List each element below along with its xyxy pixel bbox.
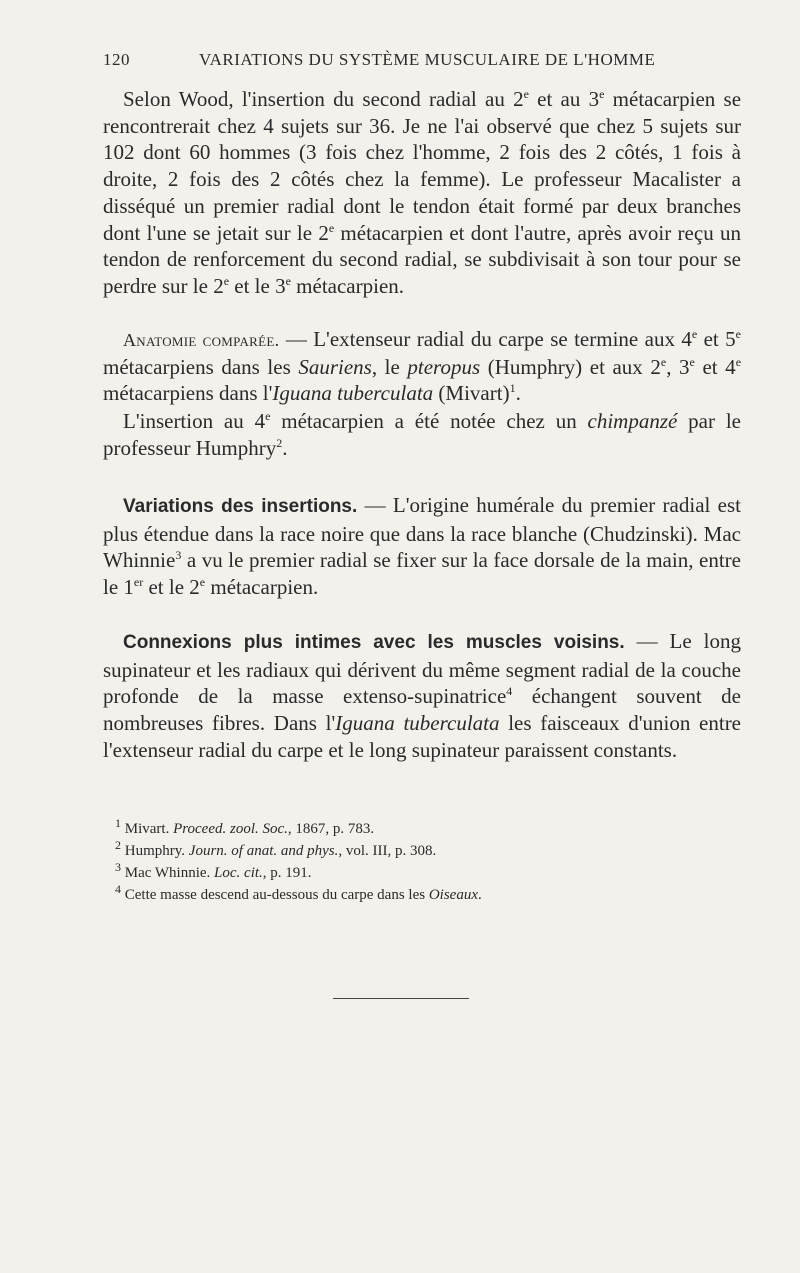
text-fragment: par le professeur Humphry [103,409,741,460]
text-fragment: et le 2 [143,575,200,600]
text-fragment: . [282,435,288,460]
running-title: VARIATIONS DU SYSTÈME MUSCULAIRE DE L'HOMME [199,50,656,69]
italic-term: Sauriens [298,354,372,379]
footnote-ref[interactable]: 3 [175,548,182,563]
text-fragment: (Humphry) et aux 2 [480,354,661,379]
text-fragment: et 5 [697,327,736,351]
superscript: e [735,354,742,369]
text-fragment: (Mivart) [433,381,510,406]
text-fragment: et 4 [694,354,736,379]
superscript: e [660,354,667,369]
footnote-mark: 3 [115,860,121,874]
paragraph-wood-text: Selon Wood, l'insertion du second radial au 2e et au 3e métacarpien se rencontrerait chez 4 sujets sur 36. Je ne l'ai observé que chez 5 sujets sur 102 dont 60 hommes (3 fois chez l'homme, 2 fois des 2 côtés, 1 fois à droite, 2 fois des 2 côtés chez la femme). Le professeur Macalister a disséqué un premier radial dont le tendon était formé par deux branches dont l'une se jetait sur le 2e métacarpien et dont l'autre, après avoir reçu un tendon de renforcement du second radial, se subdivisait à son tour pour se perdre sur le 2e et le 3e métacarpien. [103,87,742,298]
footnote-4 [115,884,735,906]
superscript: e [735,327,741,341]
paragraph-connexions [103,628,741,764]
text-fragment: , 3 [666,354,690,379]
footnote-3 [115,862,735,884]
footnote-source: Loc. cit. [214,865,263,881]
superscript: e [691,327,698,341]
footnote-1 [115,818,735,840]
paragraph-humphry-chimpanze [103,408,741,461]
footnote-detail: . [477,887,482,903]
section-heading-variations: Variations des insertions. [123,496,358,517]
footnote-source: Oiseaux [428,887,478,903]
superscript: e [599,87,605,101]
text-fragment: . [515,381,521,406]
footnote-source: Journ. of anat. and phys. [188,843,339,859]
text-fragment: — L'extenseur radial du carpe se termine aux 4 [279,327,692,351]
text-fragment: a vu le premier radial se fixer sur la face dorsale de la main, entre le 1 [103,548,741,600]
page-number: 120 [103,50,130,69]
footnote-mark: 1 [115,816,121,830]
end-rule [333,998,469,999]
text-fragment: métacarpiens dans les [103,354,299,379]
italic-term: pteropus [407,354,481,379]
footnote-detail: , p. 191. [262,865,312,881]
superscript: e [689,354,695,369]
text-fragment: métacarpien. [205,575,319,600]
text-fragment: les faisceaux d'union entre l'extenseur radial du carpe et le long supinateur paraissent constants. [103,711,742,762]
footnote-ref[interactable]: 2 [276,435,283,450]
italic-term: chimpanzé [587,409,678,433]
footnotes [115,818,735,906]
footnote-ref[interactable]: 1 [509,381,516,396]
footnote-2 [115,840,735,862]
superscript: e [265,409,271,423]
footnote-author: Mac Whinnie. [124,865,215,881]
superscript: e [285,273,291,288]
section-heading-anatomie: Anatomie comparée. [123,330,280,350]
italic-term: Iguana tuberculata [335,711,500,736]
footnote-source: Proceed. zool. Soc. [173,821,288,837]
text-fragment: L'insertion au 4 [123,409,266,433]
text-fragment: — L'origine humérale du premier radial est plus étendue dans la race noire que dans la race blanche (Chudzinski). Mac Whinnie [103,493,741,573]
footnote-author: Cette masse descend au-dessous du carpe dans les [124,887,429,903]
italic-term: Iguana tuberculata [272,381,434,406]
footnote-author: Humphry. [124,843,189,859]
footnote-detail: , 1867, p. 783. [287,821,375,837]
footnote-mark: 2 [115,838,121,852]
paragraph-wood-insertion [103,86,741,300]
text-fragment: , le [371,354,408,379]
footnote-author: Mivart. [124,821,174,837]
paragraph-anatomie-comparee [103,326,741,407]
superscript: e [223,273,230,288]
text-fragment: métacarpien a été notée chez un [270,409,588,433]
superscript: e [523,87,529,101]
footnote-detail: , vol. III, p. 308. [338,843,437,859]
superscript: e [328,220,335,235]
text-fragment: — Le long supinateur et les radiaux qui dérivent du même segment radial de la couche profonde de la masse extenso-supinatrice [103,629,741,709]
text-fragment: échangent souvent de nombreuses fibres. Dans l' [103,684,741,736]
superscript: er [133,575,144,590]
section-heading-connexions: Connexions plus intimes avec les muscles voisins. [123,632,625,653]
paragraph-variations-insertions [103,492,741,601]
text-fragment: métacarpiens dans l' [103,381,273,406]
footnote-mark: 4 [115,882,121,896]
superscript: e [199,575,206,590]
footnote-ref[interactable]: 4 [506,684,513,699]
